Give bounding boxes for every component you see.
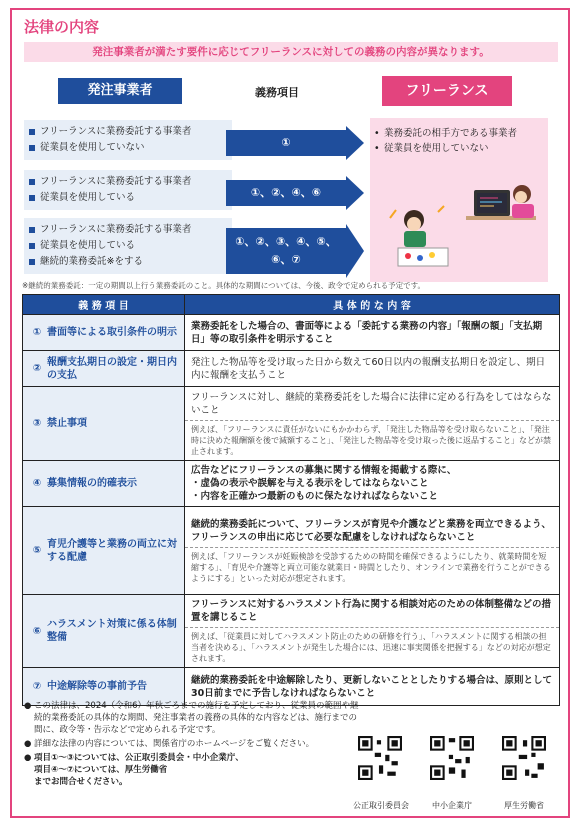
row-detail: 発注した物品等を受け取った日から数えて60日以内の報酬支払期日を設定し、期日内に報酬を支払うこと [191, 356, 546, 381]
row-num: ② [32, 363, 42, 374]
case-2 [24, 170, 232, 210]
row-num: ⑥ [32, 625, 42, 637]
case-3-line-1: フリーランスに業務委託する事業者 [24, 222, 232, 238]
table-row [23, 507, 560, 595]
bottom-notes [22, 700, 362, 790]
row-note: 例えば、「フリーランスが妊娠検診を受診するための時間を確保できるようにしたり、就業時間を短縮する」、「育児や介護等と両立可能な就業日・時間としたり、オンラインで業務を行うことができるようにする」といった対応が想定されます。 [191, 551, 551, 583]
row-item: 書面等による取引条件の明示 [47, 327, 177, 338]
row-detail: 継続的業務委託を中途解除したり、更新しないこととしたりする場合は、原則として30日前までに予告しなければならないこと [191, 674, 553, 699]
row-detail: フリーランスに対し、継続的業務委託をした場合に法律に定める行為をしてはならないこと [191, 391, 552, 416]
table-row [23, 351, 560, 387]
table-header-row [23, 295, 560, 315]
diagram-footnote: ※継続的業務委託：一定の期間以上行う業務委託のこと。具体的な期間については、今後、政令で定められる予定です。 [22, 281, 426, 290]
page-subtitle: 発注事業者が満たす要件に応じてフリーランスに対しての義務の内容が異なります。 [24, 42, 558, 62]
qr-label-mhlw: 厚生労働省 [504, 801, 544, 810]
freelance-box [370, 118, 548, 282]
row-num: ⑦ [32, 681, 42, 692]
row-item: ハラスメント対策に係る体制整備 [47, 619, 177, 643]
row-num: ⑤ [32, 545, 42, 556]
row-note: 例えば、「フリーランスに責任がないにもかかわらず、「発注した物品等を受け取らないこと」、「発注時に決めた報酬額を後で減額すること」、「発注した物品等を受け取った後に返品すること」などが禁止されます。 [191, 424, 551, 456]
obligations-table [22, 294, 560, 706]
freelance-line-1: • 業務委託の相手方である事業者 [374, 128, 518, 139]
row-detail: 継続的業務委託について、フリーランスが育児や介護などと業務を両立できるよう、フリーランスの申出に応じて必要な配慮をしなければならないこと [191, 518, 551, 543]
case-1-obligations: ① [281, 136, 291, 149]
qr-label-sme-agency: 中小企業庁 [432, 801, 472, 810]
row-item: 報酬支払期日の設定・期日内の支払 [47, 356, 177, 381]
col-item-header: 義 務 項 目 [23, 295, 185, 315]
bottom-note-3: ● 項目①～③については、公正取引委員会・中小企業庁、 項目④～⑦については、厚生労働省 までお問合せください。 [24, 753, 244, 787]
case-1-line-2: 従業員を使用していない [24, 140, 232, 156]
row-item: 募集情報の的確表示 [47, 478, 137, 489]
case-3 [24, 218, 232, 274]
row-num: ④ [32, 478, 42, 489]
row-item: 中途解除等の事前予告 [47, 681, 147, 692]
case-2-obligations: ①、②、④、⑥ [250, 186, 322, 199]
row-item: 禁止事項 [47, 418, 87, 429]
document-frame [10, 8, 570, 818]
case-3-line-3: 継続的業務委託※をする [24, 254, 232, 270]
client-header: 発注事業者 [58, 78, 182, 104]
freelance-header: フリーランス [382, 76, 512, 106]
table-row [23, 595, 560, 668]
case-1-line-1: フリーランスに業務委託する事業者 [24, 124, 232, 140]
table-row [23, 315, 560, 351]
col-detail-header: 具 体 的 な 内 容 [185, 295, 560, 315]
obligations-header: 義務項目 [255, 86, 299, 99]
case-2-line-2: 従業員を使用している [24, 190, 232, 206]
freelance-line-2: • 従業員を使用していない [374, 143, 489, 154]
table-row [23, 461, 560, 507]
bottom-note-2: ● 詳細な法律の内容については、関係省庁のホームページをご覧ください。 [24, 739, 315, 749]
freelancer-illustration [374, 168, 544, 278]
qr-code-jftc[interactable] [358, 736, 402, 780]
row-detail: 広告などにフリーランスの募集に関する情報を掲載する際に、 ・虚偽の表示や誤解を与える表示をしてはならないこと ・内容を正確かつ最新のものに保たなければならないこと [191, 465, 457, 502]
qr-code-mhlw[interactable] [502, 736, 546, 780]
qr-code-sme-agency[interactable] [430, 736, 474, 780]
qr-label-jftc: 公正取引委員会 [353, 801, 409, 810]
bottom-note-1: ● この法律は、2024（令和6）年秋ごろまでの施行を予定しており、従業員の範囲や継続的業務委託の具体的な期間、発注事業者の義務の具体的な内容などは、施行までの間に、政令等・告示などで定められる予定です。 [24, 701, 359, 735]
page-title: 法律の内容 [24, 18, 100, 36]
row-item: 育児介護等と業務の両立に対する配慮 [47, 538, 177, 563]
case-3-line-2: 従業員を使用している [24, 238, 232, 254]
case-3-obligations: ①、②、③、④、⑤、⑥、⑦ [235, 235, 337, 266]
row-num: ③ [32, 418, 42, 429]
table-row [23, 387, 560, 461]
case-2-line-1: フリーランスに業務委託する事業者 [24, 174, 232, 190]
row-detail: フリーランスに対するハラスメント行為に関する相談対応のための体制整備などの措置を講じること [191, 599, 552, 623]
case-1 [24, 120, 232, 160]
row-detail: 業務委託をした場合の、書面等による「委託する業務の内容」「報酬の額」「支払期日」等の取引条件を明示すること [191, 320, 543, 345]
row-note: 例えば、「従業員に対してハラスメント防止のための研修を行う」、「ハラスメントに関する相談の担当者を決める」、「ハラスメントが発生した場合には、迅速に事実関係を把握する」などの対応が想定されます。 [191, 632, 551, 663]
row-num: ① [32, 327, 42, 338]
